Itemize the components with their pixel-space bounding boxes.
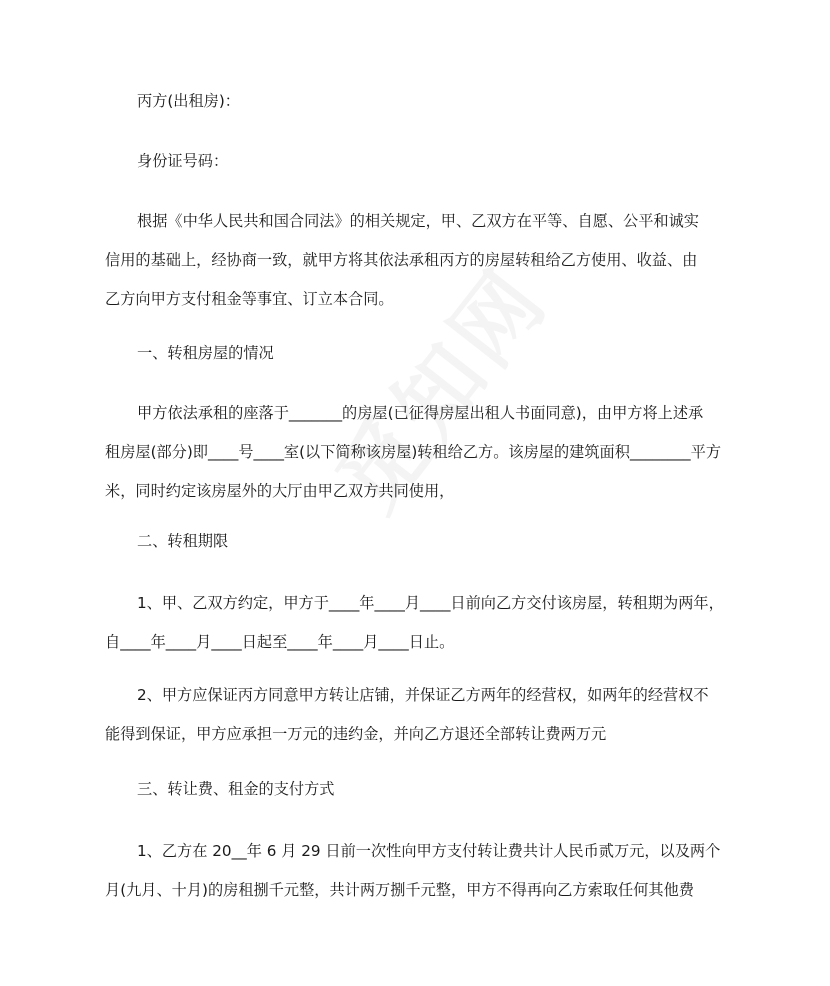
section-heading-3 (105, 770, 725, 809)
text-line: 租房屋(部分)即____号____室(以下简称该房屋)转租给乙方。该房屋的建筑面积________平方 (105, 443, 722, 461)
text-line: 自____年____月____日起至____年____月____日止。 (105, 633, 455, 651)
text-line: 一、转租房屋的情况 (137, 344, 274, 362)
text-line: 1、甲、乙双方约定，甲方于____年____月____日前向乙方交付该房屋，转租期为两年， (137, 594, 724, 612)
clause-2-1-paragraph (105, 584, 725, 662)
text-line: 米，同时约定该房屋外的大厅由甲乙双方共同使用， (105, 482, 455, 500)
text-line: 能得到保证，甲方应承担一万元的违约金，并向乙方退还全部转让费两万元 (105, 725, 607, 743)
section-heading-1 (105, 334, 725, 373)
clause-3-1-paragraph (105, 832, 725, 910)
text-line: 身份证号码： (137, 152, 229, 170)
text-line: 甲方依法承租的座落于_______的房屋(已征得房屋出租人书面同意)，由甲方将上述承 (137, 404, 704, 422)
section-heading-2 (105, 522, 725, 561)
text-line: 月(九月、十月)的房租捌千元整，共计两万捌千元整，甲方不得再向乙方索取任何其他费 (105, 881, 694, 899)
preamble-paragraph (105, 202, 725, 319)
text-line: 信用的基础上，经协商一致，就甲方将其依法承租丙方的房屋转租给乙方使用、收益、由 (105, 251, 698, 269)
text-line: 丙方(出租房)： (137, 92, 240, 110)
text-line: 根据《中华人民共和国合同法》的相关规定，甲、乙双方在平等、自愿、公平和诚实 (137, 212, 699, 230)
text-line: 2、甲方应保证丙方同意甲方转让店铺，并保证乙方两年的经营权，如两年的经营权不 (137, 686, 709, 704)
text-line: 三、转让费、租金的支付方式 (137, 780, 335, 798)
text-line: 二、转租期限 (137, 532, 229, 550)
clause-1-paragraph (105, 394, 725, 511)
clause-2-2-paragraph (105, 676, 725, 754)
text-line: 1、乙方在 20__年 6 月 29 日前一次性向甲方支付转让费共计人民币贰万元，以及两个 (137, 842, 721, 860)
id-number-label (105, 142, 725, 181)
party-c-label (105, 82, 725, 121)
text-line: 乙方向甲方支付租金等事宜、订立本合同。 (105, 290, 394, 308)
